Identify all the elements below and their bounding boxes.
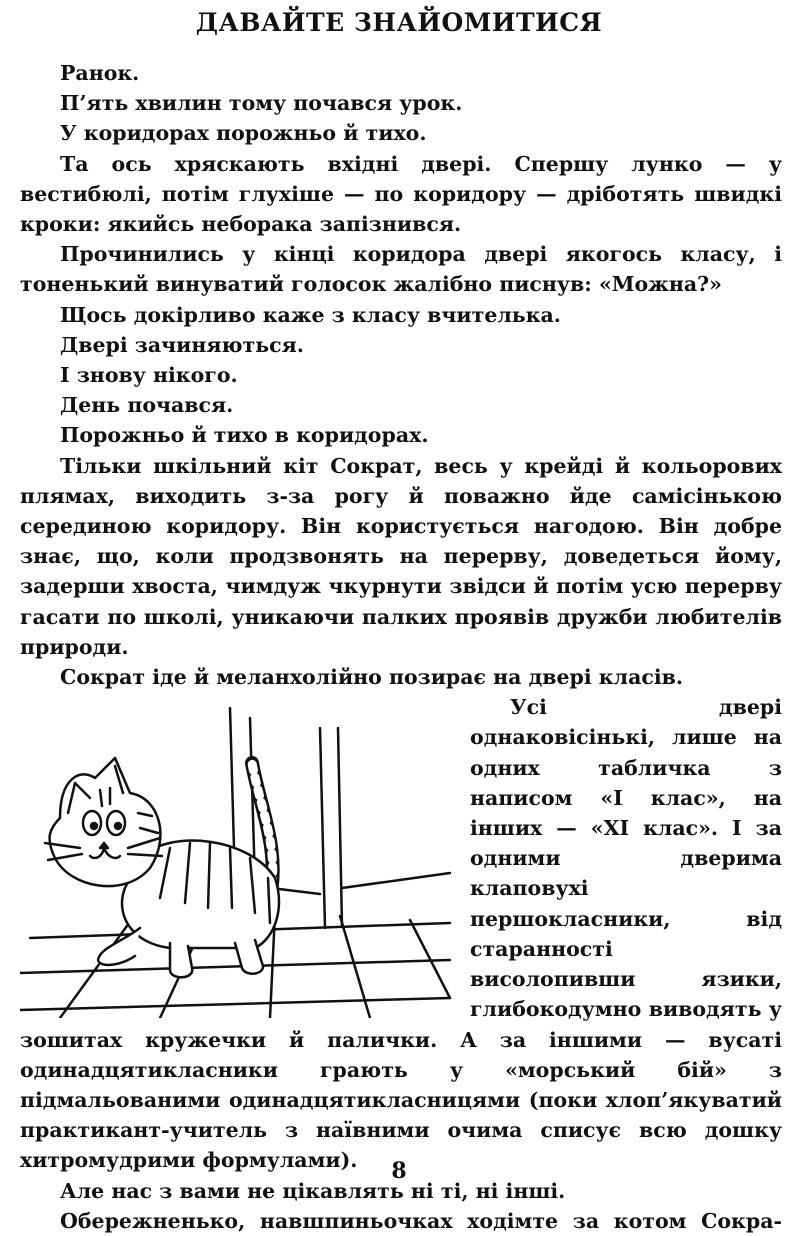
paragraph: Тільки шкільний кіт Сократ, весь у крейді й кольорових плямах, виходить з-за рогу й поважно йде самісінькою серединою коридору. Він користується нагодою. Він добре знає, що, коли продзвонять на перерву, доведеться йому, задерши хвоста, чимдуж чкурнути звідси й потім усю перерву гасати по школі, уникаючи палких проявів дружби любителів природи. (20, 453, 782, 659)
paragraph: День почався. (60, 393, 234, 418)
paragraph: Але нас з вами не цікавлять ні ті, ні інші. (60, 1178, 566, 1203)
paragraph: У коридорах порожньо й тихо. (60, 121, 427, 146)
paragraph: Сократ іде й меланхолійно позирає на двері класів. (60, 665, 683, 690)
page-number: 8 (391, 1158, 407, 1184)
page-title: ДАВАЙТЕ ЗНАЙОМИТИСЯ (195, 8, 603, 37)
paragraph: І знову нікого. (60, 363, 238, 388)
paragraph: Та ось хряскають вхідні двері. Спершу лунко — у вестибюлі, потім глухіше — по коридору — дріботять швидкі кроки: якийсь неборака запізнився. (20, 151, 782, 237)
cat-illustration (20, 698, 460, 1018)
paragraph: Прочинились у кінці коридора двері якогось класу, і тоненький винуватий голосок жалібно писнув: «Можна?» (20, 242, 782, 297)
wrapped-paragraph: Усі двері однаковісінькі, лише на одних табличка з написом «І клас», на інших — «ХІ клас». І за одними дверима клаповухі першокласники, від старанності висолопивши язики, глибокодумно виводять у зошитах кружечки й палички. А за іншими — вусаті одинадцятикласники грають у «морський бій» з підмальованими одинадцятикласницями (поки хлоп’якуватий практикант-учитель з наївними очима списує всю дошку хитромудрими формулами). (20, 695, 782, 1173)
paragraph: Обережненько, навшпиньочках ходімте за котом Сокра- (60, 1208, 782, 1233)
paragraph: П’ять хвилин тому почався урок. (60, 91, 463, 116)
paragraph: Двері зачиняються. (60, 332, 304, 357)
paragraph: Порожньо й тихо в коридорах. (60, 423, 429, 448)
striped-cat-icon (20, 698, 460, 1018)
paragraph: Щось докірливо каже з класу вчителька. (60, 302, 561, 327)
body-text (20, 58, 782, 1236)
paragraph: Ранок. (60, 61, 140, 85)
